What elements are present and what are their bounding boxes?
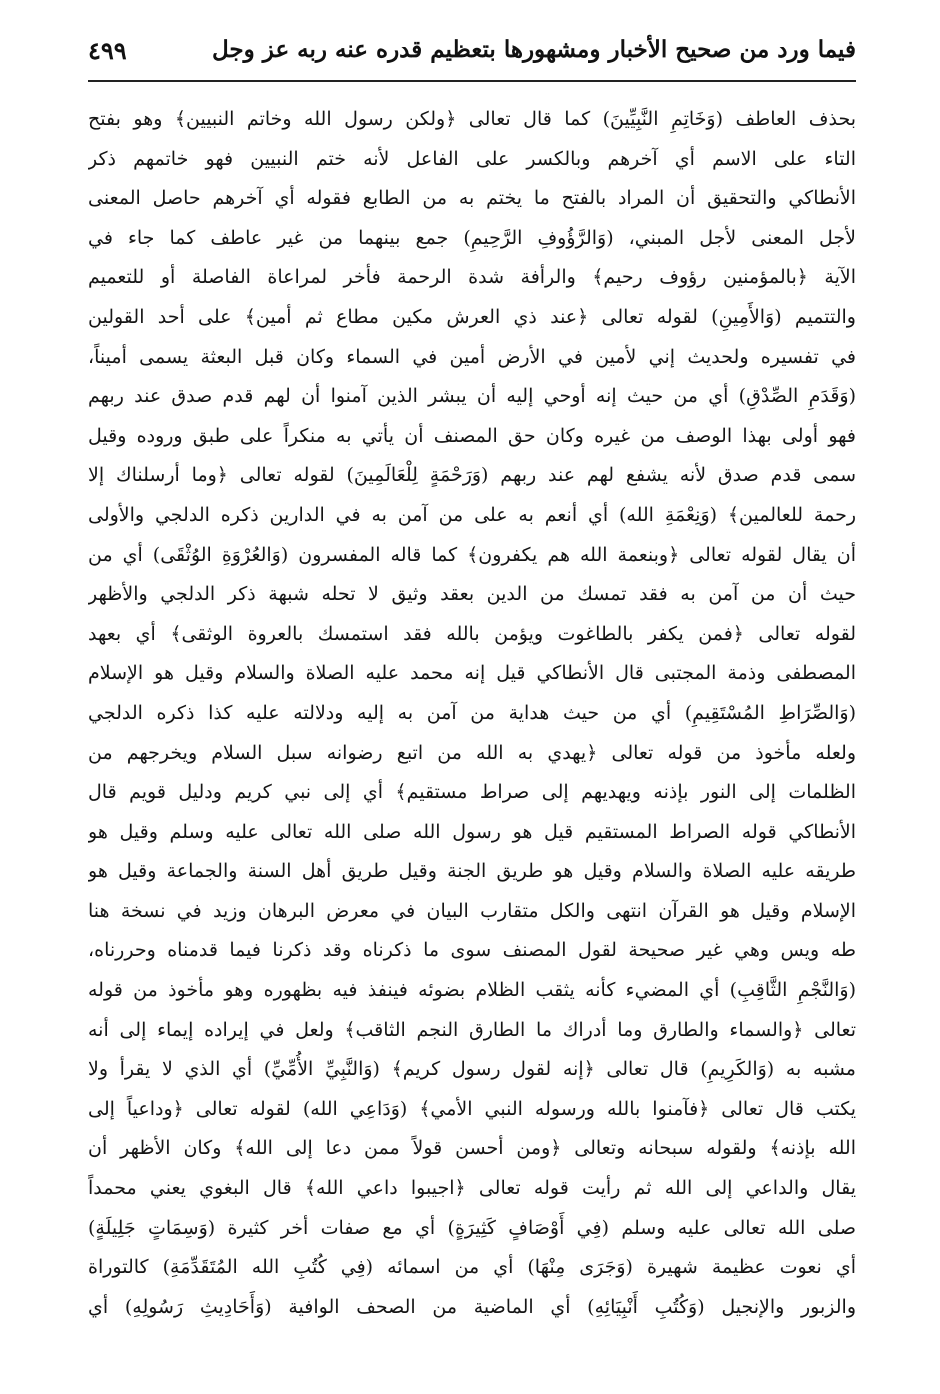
text-line: التاء على الاسم أي آخرهم وبالكسر على الفاعل لأنه ختم النبيين فهو خاتمهم ذكر [88, 147, 856, 170]
text-line: يكتب قال تعالى ﴿فآمنوا بالله ورسوله النبي الأمي﴾ (وَدَاعِي الله) لقوله تعالى ﴿وداعياً إلى [88, 1097, 856, 1120]
text-line: بحذف العاطف (وَخَاتِمِ النَّبِيِّينَ) كما قال تعالى ﴿ولكن رسول الله وخاتم النبيين﴾ وهو بفتح [88, 108, 856, 130]
text-line: الأنطاكي قوله الصراط المستقيم قيل هو رسول الله صلى الله تعالى عليه وسلم وقيل هو [88, 820, 856, 843]
text-line: لأجل المعنى لأجل المبني، (وَالرَّؤُوفِ الرَّحِيمِ) جمع بينهما من غير عاطف كما جاء في [88, 226, 856, 249]
text-line: (وَالنَّجْمِ الثَّاقِبِ) أي المضيء كأنه يثقب الظلام بضوئه فينفذ فيه بظهوره وهو مأخوذ من قوله [88, 979, 856, 1002]
text-line: صلى الله تعالى عليه وسلم (فِي أَوْصَافٍ كَثِيرَةٍ) أي مع صفات أخر كثيرة (وَسِمَاتٍ جَلِيلَةٍ) [88, 1216, 856, 1239]
text-line: والتتميم (وَالأَمِينِ) لقوله تعالى ﴿عند ذي العرش مكين مطاع ثم أمين﴾ على أحد القولين [88, 305, 856, 328]
text-line: (وَقَدَمِ الصِّدْقِ) أي من حيث إنه أوحي إليه أن يبشر الذين آمنوا أن لهم قدم صدق عند ربهم [88, 385, 856, 408]
text-line: الأنطاكي والتحقيق أن المراد بالفتح ما يختم به من الطابع فقوله أي آخرهم حاصل المعنى [88, 187, 856, 210]
text-line: أي نعوت عظيمة شهيرة (وَجَرَى مِنْهَا) أي من اسمائه (فِي كُتُبِ الله المُتَقَدِّمَةِ) كالتوراة [88, 1256, 856, 1279]
text-line: يقال والداعي إلى الله ثم رأيت قوله تعالى ﴿اجيبوا داعي الله﴾ قال البغوي يعني محمداً [88, 1177, 856, 1200]
text-line: الآية ﴿بالمؤمنين رؤوف رحيم﴾ والرأفة شدة الرحمة فأخر لمراعاة الفاصلة أو للتعميم [88, 266, 856, 289]
running-header [88, 30, 856, 74]
text-line: تعالى ﴿والسماء والطارق وما أدراك ما الطارق النجم الثاقب﴾ ولعل في إيراده إيماء إلى أنه [88, 1018, 856, 1041]
text-line: ولعله مأخوذ من قوله تعالى ﴿يهدي به الله من اتبع رضوانه سبل السلام ويخرجهم من [88, 741, 856, 764]
text-line: لقوله تعالى ﴿فمن يكفر بالطاغوت ويؤمن بالله فقد استمسك بالعروة الوثقى﴾ أي بعهد [88, 622, 856, 645]
text-line: (وَالصِّرَاطِ المُسْتَقِيمِ) أي من حيث هداية من آمن به إليه ودلالته عليه كذا ذكره الدلجي [88, 701, 856, 724]
text-line: سمى قدم صدق لأنه يشفع لهم عند ربهم (وَرَحْمَةٍ لِلْعَالَمِينَ) لقوله تعالى ﴿وما أرسلناك إلا [88, 464, 856, 487]
page-number: ٤٩٩ [88, 36, 127, 65]
text-line: الإسلام وقيل هو القرآن انتهى والكل متقارب البيان في معرض البرهان وزيد في نسخة هنا [88, 899, 856, 922]
text-line: أن يقال لقوله تعالى ﴿وبنعمة الله هم يكفرون﴾ كما قاله المفسرون (وَالعُرْوَةِ الوُثْقَى) أي من [88, 543, 856, 566]
body-text [88, 100, 856, 1327]
text-line: طريقه عليه الصلاة والسلام وقيل هو طريق الجنة وقيل طريق أهل السنة والجماعة وقيل هو [88, 860, 856, 883]
text-line: طه ويس وهي غير صحيحة لقول المصنف سوى ما ذكرناه وقد ذكرنا فيما قدمناه وحررناه، [88, 939, 856, 962]
text-line: والزبور والإنجيل (وَكُتُبِ أَنْبِيَائِهِ) أي الماضية من الصحف الوافية (وَأَحَادِيثِ رَسُولِهِ) أي [88, 1295, 856, 1318]
text-line: رحمة للعالمين﴾ (وَنِعْمَةِ الله) أي أنعم به على من آمن به في الدارين ذكره الدلجي والأولى [88, 503, 856, 526]
text-line: الله بإذنه﴾ ولقوله سبحانه وتعالى ﴿ومن أحسن قولاً ممن دعا إلى الله﴾ وكان الأظهر أن [88, 1137, 856, 1160]
text-line: حيث أن من آمن به فقد تمسك من الدين بعقد وثيق لا تحله شبهة ذكر الدلجي والأظهر [88, 583, 856, 606]
text-line: المصطفى وذمة المجتبى قال الأنطاكي قيل إنه محمد عليه الصلاة والسلام وقيل هو الإسلام [88, 662, 856, 685]
text-line: فهو أولى بهذا الوصف من غيره وكان حق المصنف أن يأتي به منكراً على طبق وروده وقيل [88, 424, 856, 447]
chapter-title: فيما ورد من صحيح الأخبار ومشهورها بتعظيم قدره عنه ربه عز وجل [212, 36, 856, 63]
text-line: في تفسيره ولحديث إني لأمين في الأرض أمين في السماء وكان قبل البعثة يسمى أميناً، [88, 345, 856, 368]
text-line: مشبه به (وَالكَرِيمِ) قال تعالى ﴿إنه لقول رسول كريم﴾ (وَالنَّبِيِّ الأُمِّيِّ) أي الذي لا يقرأ ولا [88, 1058, 856, 1081]
header-divider [88, 80, 856, 82]
text-line: الظلمات إلى النور بإذنه ويهديهم إلى صراط مستقيم﴾ أي إلى نبي كريم ودليل قويم قال [88, 781, 856, 804]
